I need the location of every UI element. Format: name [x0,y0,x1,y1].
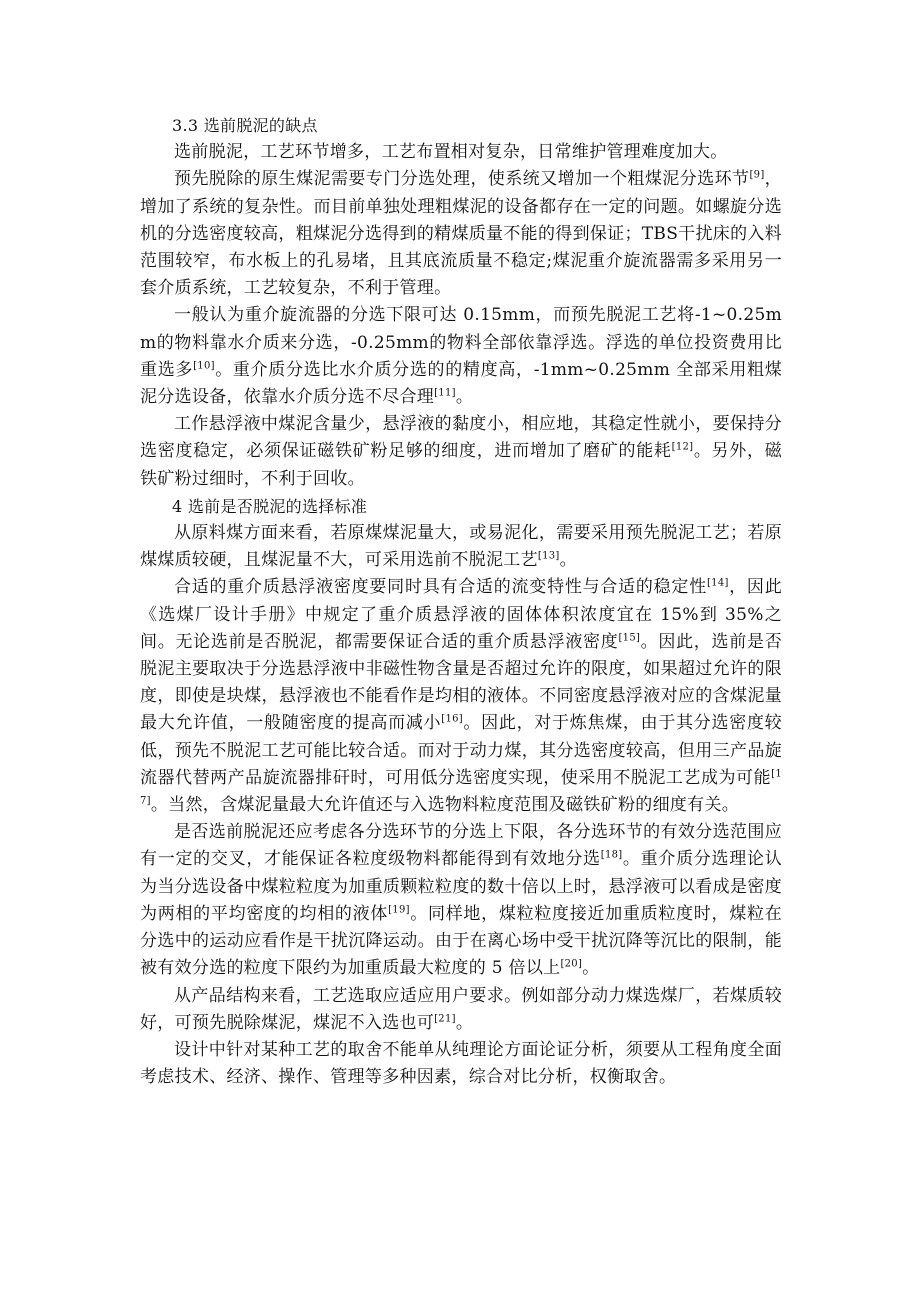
citation-ref: [18] [600,849,623,861]
citation-ref: [9] [749,169,765,181]
citation-ref: [15] [618,632,641,644]
paragraph [140,166,782,302]
paragraph-text: 设计中针对某种工艺的取舍不能单从纯理论方面论证分析，须要从工程角度全面考虑技术、经济、操作、管理等多种因素，综合对比分析，权衡取舍。 [140,1039,782,1088]
paragraph-text: 预先脱除的原生煤泥需要专门分选处理，使系统又增加一个粗煤泥分选环节 [174,169,750,190]
paragraph-text: 从产品结构来看，工艺选取应适应用户要求。例如部分动力煤选煤厂，若煤质较好，可预先脱除煤泥，煤泥不入选也可 [140,985,782,1033]
paragraph-text: ，增加了系统的复杂性。而目前单独处理粗煤泥的设备都存在一定的问题。如螺旋分选机的分选密度较高，粗煤泥分选得到的精煤质量不能的得到保证；TBS干扰床的入料范围较窄，布水板上的孔易堵，且其底流质量不稳定;煤泥重介旋流器需多采用另一套介质系统，工艺较复杂，不利于管理。 [140,169,782,299]
paragraph-text: 。当然，含煤泥量最大允许值还与入选物料粒度范围及磁铁矿粉的细度有关。 [150,795,740,816]
paragraph-text: 工作悬浮液中煤泥含量少，悬浮液的黏度小，相应地，其稳定性就小，要保持分选密度稳定，必须保证磁铁矿粉足够的细度，进而增加了磨矿的能耗 [140,414,782,462]
paragraph [140,411,782,493]
paragraph-text: 。 [455,1012,474,1033]
paragraph-text: 。因此，选前是否脱泥主要取决于分选悬浮液中非磁性物含量是否超过允许的限度，如果超过允许的限度，即使是块煤，悬浮液也不能看作是均相的液体。不同密度悬浮液对应的含煤泥量最大允许值，一般随密度的提高而减小 [140,631,782,734]
citation-ref: [16] [441,713,463,725]
paragraph-text: 。 [582,958,600,979]
paragraph-text: 。同样地，煤粒粒度接近加重质粒度时，煤粒在分选中的运动应看作是干扰沉降运动。由于在离心场中受干扰沉降等沉比的限制，能被有效分选的粒度下限约为加重质最大粒度的 5 倍以上 [140,903,782,979]
paragraph [140,819,782,982]
paragraph-text: 。 [559,550,577,571]
paragraph-text: 。重介质分选理论认为当分选设备中煤粒粒度为加重质颗粒粒度的数十倍以上时，悬浮液可以看成是密度为两相的平均密度的均相的液体 [140,849,782,924]
paragraph-text: 一般认为重介旋流器的分选下限可达 0.15mm，而预先脱泥工艺将-1~0.25mm的物料靠水介质来分选，-0.25mm的物料全部依靠浮选。浮选的单位投资费用比重选多 [140,305,782,380]
paragraph [140,520,782,574]
citation-ref: [19] [388,904,410,916]
paragraph-text: 。另外，磁铁矿粉过细时，不利于回收。 [140,441,782,489]
paragraph-text: 。 [455,387,474,408]
citation-ref: [13] [537,550,560,562]
paragraph [140,574,782,819]
paragraph-text: 选前脱泥，工艺环节增多，工艺布置相对复杂，日常维护管理难度加大。 [174,142,728,163]
citation-ref: [10] [193,360,215,372]
citation-ref: [21] [434,1013,456,1025]
citation-ref: [20] [560,958,583,970]
paragraph-text: 合适的重介质悬浮液密度要同时具有合适的流变特性与合适的稳定性 [174,577,707,598]
paragraph-text: 。因此，对于炼焦煤，由于其分选密度较低，预先不脱泥工艺可能比较合适。而对于动力煤，其分选密度较高，但用三产品旋流器代替两产品旋流器排矸时，可用低分选密度实现，使采用不脱泥工艺成为可能 [140,713,782,788]
paragraph [140,1037,782,1091]
citation-ref: [12] [671,441,694,453]
paragraph-text: 是否选前脱泥还应考虑各分选环节的分选上下限，各分选环节的有效分选范围应有一定的交叉，才能保证各粒度级物料都能得到有效地分选 [140,822,782,870]
section-heading-3-3: 3.3 选前脱泥的缺点 [172,116,318,135]
paragraph-text: ，因此《选煤厂设计手册》中规定了重介质悬浮液的固体体积浓度宜在 15%到 35%之间。无论选前是否脱泥，都需要保证合适的重介质悬浮液密度 [140,577,782,652]
paragraph [140,139,782,166]
paragraph-text: 。重介质分选比水介质分选的的精度高，-1mm~0.25mm 全部采用粗煤泥分选设备，依靠水介质分选不尽合理 [140,359,783,408]
citation-ref: [11] [434,387,456,399]
citation-ref: [14] [706,577,729,589]
paragraph-text: 从原料煤方面来看，若原煤煤泥量大，或易泥化，需要采用预先脱泥工艺；若原煤煤质较硬，且煤泥量不大，可采用选前不脱泥工艺 [140,523,782,571]
paragraph [140,302,782,411]
document-body [140,112,782,1091]
citation-ref: [17] [140,768,782,807]
paragraph [140,983,782,1037]
section-heading-4: 4 选前是否脱泥的选择标准 [172,496,368,516]
